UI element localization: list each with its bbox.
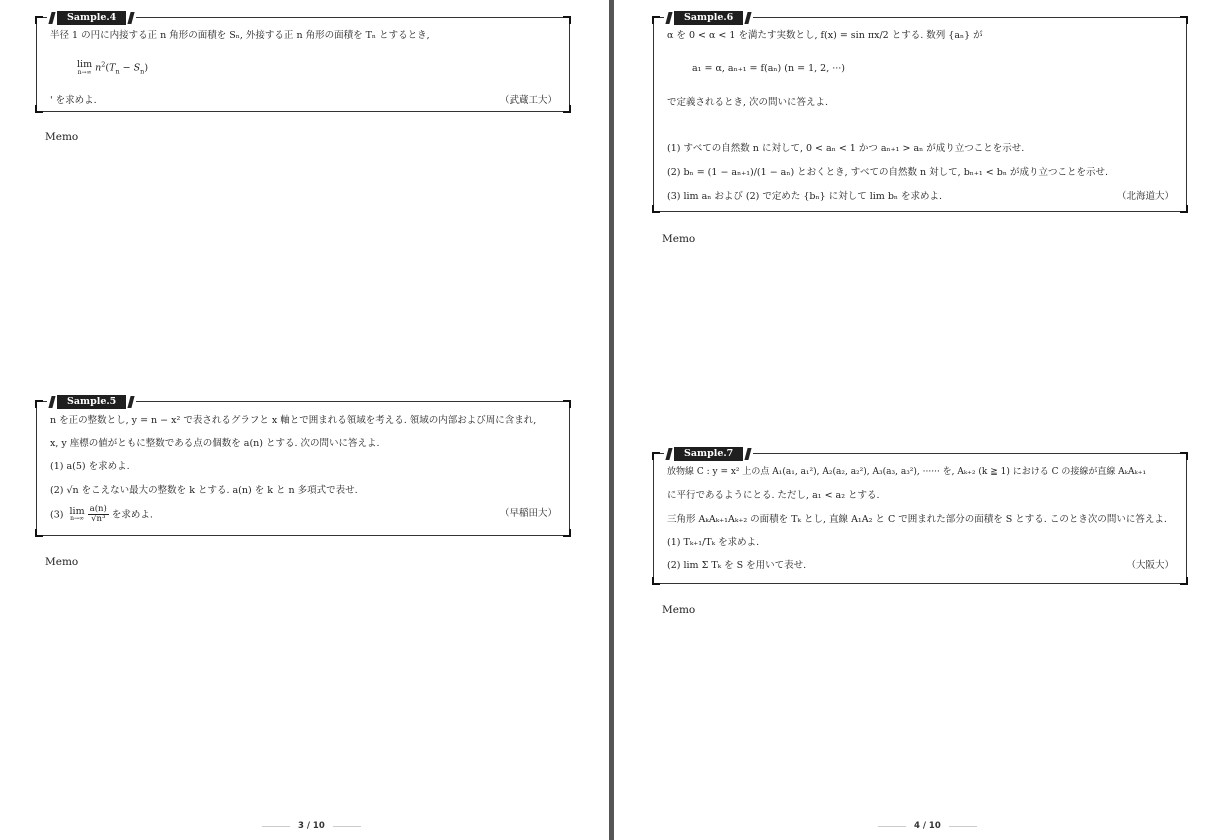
sample-4-box (36, 12, 570, 112)
sample-6-q1: (1) すべての自然数 n に対して, 0 < aₙ < 1 かつ aₙ₊₁ > aₙ が成り立つことを示せ. (667, 143, 1025, 154)
sample-6-tag: Sample.6 (664, 11, 753, 25)
sample-6-q2: (2) bₙ = (1 − aₙ₊₁)/(1 − aₙ) とおくとき, すべての自然数 n 対して, bₙ₊₁ < bₙ が成り立つことを示せ. (667, 167, 1108, 178)
page-3-footer: 3 / 10 (262, 821, 361, 831)
sample-6-recurrence: a₁ = α, aₙ₊₁ = f(aₙ) (n = 1, 2, ···) (692, 63, 846, 74)
sample-7-source: （大阪大） (1126, 560, 1174, 571)
sample-4-ask: ' を求めよ. (50, 95, 97, 106)
page-4-footer: 4 / 10 (878, 821, 977, 831)
sample-5-tag: Sample.5 (47, 395, 136, 409)
sample-6-q3: (3) lim aₙ および (2) で定めた {bₙ} に対して lim bₙ を求めよ. (667, 191, 943, 202)
sample-4-source: （武蔵工大） (499, 95, 557, 106)
sample-4-memo: Memo (45, 131, 79, 143)
sample-7-line-2: に平行であるようにとる. ただし, a₁ < a₂ とする. (667, 490, 880, 501)
sample-5-source: （早稲田大） (499, 508, 557, 519)
page-4 (614, 0, 1220, 840)
sample-5-memo: Memo (45, 556, 79, 568)
sample-5-line-1: n を正の整数とし, y = n − x² で表されるグラフと x 軸とで囲まれる領域を考える. 領域の内部および周に含まれ, (50, 415, 537, 426)
sample-6-memo: Memo (662, 233, 696, 245)
sample-5-q2: (2) √n をこえない最大の整数を k とする. a(n) を k と n 多項式で表せ. (50, 485, 358, 496)
sample-6-box (653, 12, 1187, 212)
page-3 (0, 0, 609, 840)
sample-4-tag: Sample.4 (47, 11, 136, 25)
sample-7-q2: (2) lim Σ Tₖ を S を用いて表せ. (667, 560, 807, 571)
sample-7-box (653, 448, 1187, 584)
sample-6-definition: で定義されるとき, 次の問いに答えよ. (667, 97, 829, 108)
sample-5-q1: (1) a(5) を求めよ. (50, 461, 130, 472)
sample-5-line-2: x, y 座標の値がともに整数である点の個数を a(n) とする. 次の問いに答えよ. (50, 438, 380, 449)
sample-4-statement: 半径 1 の円に内接する正 n 角形の面積を Sₙ, 外接する正 n 角形の面積を Tₙ とするとき, (50, 30, 430, 41)
sample-7-line-1: 放物線 C : y = x² 上の点 A₁(a₁, a₁²), A₂(a₂, a₂²), A₃(a₃, a₃²), ······ を, Aₖ₊₂ (k ≧ 1) における C の接線が直線 AₖAₖ₊₁ (667, 467, 1147, 477)
sample-6-source: （北海道大） (1116, 191, 1174, 202)
sample-4-formula: lim n→∞ $n^2(T_n - S_n)$ (77, 59, 149, 76)
sample-7-memo: Memo (662, 604, 696, 616)
sample-7-q1: (1) Tₖ₊₁/Tₖ を求めよ. (667, 537, 760, 548)
sample-5-box (36, 396, 570, 536)
sample-7-tag: Sample.7 (664, 447, 753, 461)
sample-6-statement: α を 0 < α < 1 を満たす実数とし, f(x) = sin πx/2 とする. 数列 {aₙ} が (667, 30, 983, 41)
sample-7-line-3: 三角形 AₖAₖ₊₁Aₖ₊₂ の面積を Tₖ とし, 直線 A₁A₂ と C で囲まれた部分の面積を S とする. このとき次の問いに答えよ. (667, 514, 1167, 525)
sample-5-q3: (3) lim n→∞ $\frac{a(n)}{\text{√n³}}$ を求めよ. (50, 504, 153, 525)
